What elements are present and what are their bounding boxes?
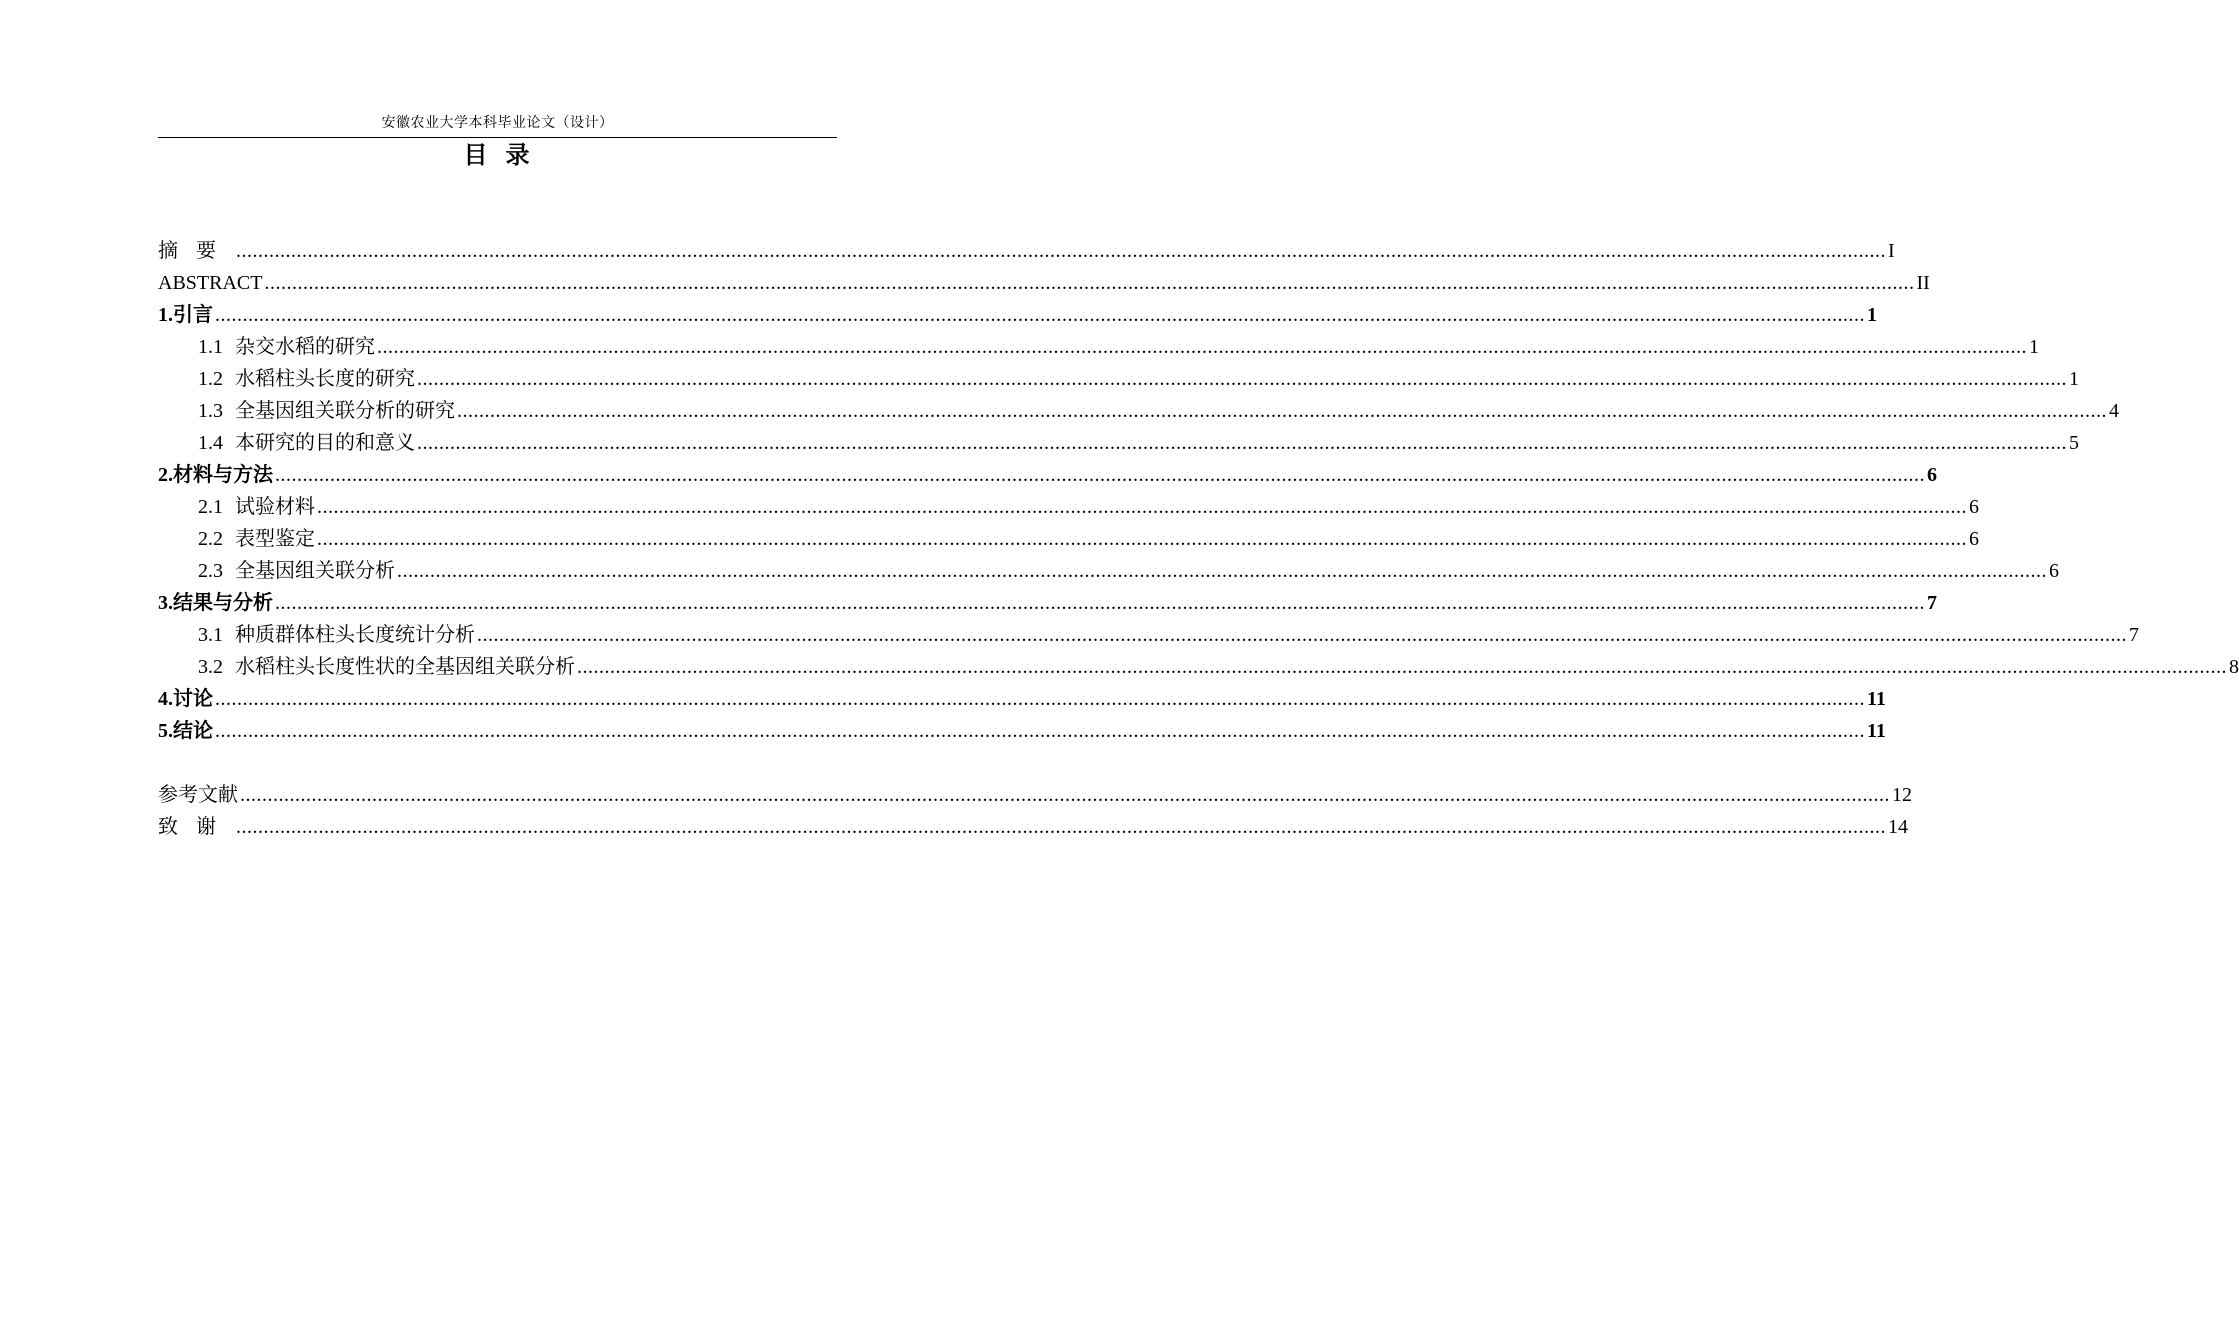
toc-leader: ............................................................................................................................................................................................................................................................................................................ (417, 368, 2067, 390)
running-header: 安徽农业大学本科毕业论文（设计） (381, 116, 614, 131)
toc-entry-page: 14 (1888, 816, 1908, 838)
toc-leader: ............................................................................................................................................................................................................................................................................................................ (317, 528, 1967, 550)
toc-entry-heading (198, 492, 315, 522)
toc-entry-acknowledgements[interactable] (158, 812, 1908, 842)
toc-entry-section-3-2[interactable] (198, 652, 2239, 682)
toc-entry-label: 试验材料 (235, 496, 315, 518)
toc-leader: ............................................................................................................................................................................................................................................................................................................ (275, 592, 1925, 614)
toc-entry-section-1-1[interactable] (198, 332, 2039, 362)
toc-entry-abstract-cn[interactable] (158, 236, 1895, 266)
toc-entry-number: 2.1 (198, 496, 223, 518)
toc-entry-page: 6 (2049, 560, 2059, 582)
toc-entry-chapter-4[interactable] (158, 684, 1886, 714)
toc-entry-label: ABSTRACT (158, 272, 263, 294)
toc-entry-page: 6 (1969, 496, 1979, 518)
toc-entry-heading (198, 364, 415, 394)
toc-entry-heading (198, 556, 395, 586)
toc-leader: ............................................................................................................................................................................................................................................................................................................ (264, 272, 1915, 294)
toc-entry-label: 摘要 (158, 240, 234, 262)
toc-entry-page: 7 (1927, 592, 1937, 614)
toc-leader: ............................................................................................................................................................................................................................................................................................................ (240, 784, 1890, 806)
toc-entry-page: 4 (2109, 400, 2119, 422)
toc-entry-number: 1.2 (198, 368, 223, 390)
toc-entry-section-1-3[interactable] (198, 396, 2119, 426)
toc-entry-page: 6 (1927, 464, 1937, 486)
toc-entry-page: 8 (2229, 656, 2239, 678)
toc-entry-abstract-en[interactable] (158, 268, 1930, 298)
toc-entry-page: I (1888, 240, 1895, 262)
toc-entry-page: 1 (2029, 336, 2039, 358)
toc-entry-label: 1.引言 (158, 304, 213, 326)
toc-entry-chapter-3[interactable] (158, 588, 1937, 618)
toc-entry-label: 水稻柱头长度的研究 (235, 368, 415, 390)
toc-entry-heading (198, 428, 415, 458)
toc-leader: ............................................................................................................................................................................................................................................................................................................ (236, 816, 1886, 838)
toc-leader: ............................................................................................................................................................................................................................................................................................................ (377, 336, 2027, 358)
toc-entry-label: 致谢 (158, 816, 234, 838)
toc-entry-label: 表型鉴定 (235, 528, 315, 550)
toc-entry-heading (198, 620, 475, 650)
toc-entry-section-3-1[interactable] (198, 620, 2139, 650)
toc-entry-page: II (1916, 272, 1930, 294)
toc-entry-heading (198, 396, 455, 426)
toc-entry-label: 5.结论 (158, 720, 213, 742)
toc-entry-references[interactable] (158, 780, 1912, 810)
header-divider (158, 137, 837, 138)
toc-entry-label: 全基因组关联分析 (235, 560, 395, 582)
toc-entry-page: 5 (2069, 432, 2079, 454)
toc-leader: ............................................................................................................................................................................................................................................................................................................ (397, 560, 2047, 582)
toc-entry-number: 1.4 (198, 432, 223, 454)
toc-entry-heading (198, 652, 575, 682)
toc-entry-number: 1.3 (198, 400, 223, 422)
toc-entry-section-1-2[interactable] (198, 364, 2079, 394)
toc-entry-section-2-2[interactable] (198, 524, 1979, 554)
toc-entry-page: 6 (1969, 528, 1979, 550)
toc-entry-label: 水稻柱头长度性状的全基因组关联分析 (235, 656, 575, 678)
toc-leader: ............................................................................................................................................................................................................................................................................................................ (317, 496, 1967, 518)
toc-leader: ............................................................................................................................................................................................................................................................................................................ (577, 656, 2227, 678)
toc-entry-page: 11 (1867, 720, 1886, 742)
toc-entry-label: 4.讨论 (158, 688, 213, 710)
toc-entry-section-2-1[interactable] (198, 492, 1979, 522)
toc-leader: ............................................................................................................................................................................................................................................................................................................ (477, 624, 2127, 646)
toc-entry-page: 11 (1867, 688, 1886, 710)
toc-entry-page: 7 (2129, 624, 2139, 646)
toc-entry-number: 2.3 (198, 560, 223, 582)
toc-entry-page: 1 (1867, 304, 1877, 326)
toc-entry-label: 3.结果与分析 (158, 592, 273, 614)
toc-leader: ............................................................................................................................................................................................................................................................................................................ (417, 432, 2067, 454)
toc-entry-number: 3.1 (198, 624, 223, 646)
toc-leader: ............................................................................................................................................................................................................................................................................................................ (275, 464, 1925, 486)
toc-entry-number: 1.1 (198, 336, 223, 358)
toc-title: 目 录 (463, 143, 532, 169)
toc-entry-heading (198, 332, 375, 362)
toc-entry-section-1-4[interactable] (198, 428, 2079, 458)
toc-entry-label: 参考文献 (158, 784, 238, 806)
toc-leader: ............................................................................................................................................................................................................................................................................................................ (236, 240, 1886, 262)
toc-entry-heading (198, 524, 315, 554)
toc-entry-label: 全基因组关联分析的研究 (235, 400, 455, 422)
toc-entry-number: 2.2 (198, 528, 223, 550)
toc-leader: ............................................................................................................................................................................................................................................................................................................ (457, 400, 2107, 422)
toc-leader: ............................................................................................................................................................................................................................................................................................................ (215, 688, 1865, 710)
toc-leader: ............................................................................................................................................................................................................................................................................................................ (215, 720, 1865, 742)
toc-leader: ............................................................................................................................................................................................................................................................................................................ (215, 304, 1865, 326)
toc-entry-label: 2.材料与方法 (158, 464, 273, 486)
toc-entry-number: 3.2 (198, 656, 223, 678)
toc-entry-page: 12 (1892, 784, 1912, 806)
toc-entry-page: 1 (2069, 368, 2079, 390)
toc-entry-label: 杂交水稻的研究 (235, 336, 375, 358)
toc-entry-chapter-5[interactable] (158, 716, 1886, 746)
toc-entry-label: 本研究的目的和意义 (235, 432, 415, 454)
toc-entry-section-2-3[interactable] (198, 556, 2059, 586)
toc-entry-label: 种质群体柱头长度统计分析 (235, 624, 475, 646)
toc-entry-chapter-1[interactable] (158, 300, 1877, 330)
toc-entry-chapter-2[interactable] (158, 460, 1937, 490)
